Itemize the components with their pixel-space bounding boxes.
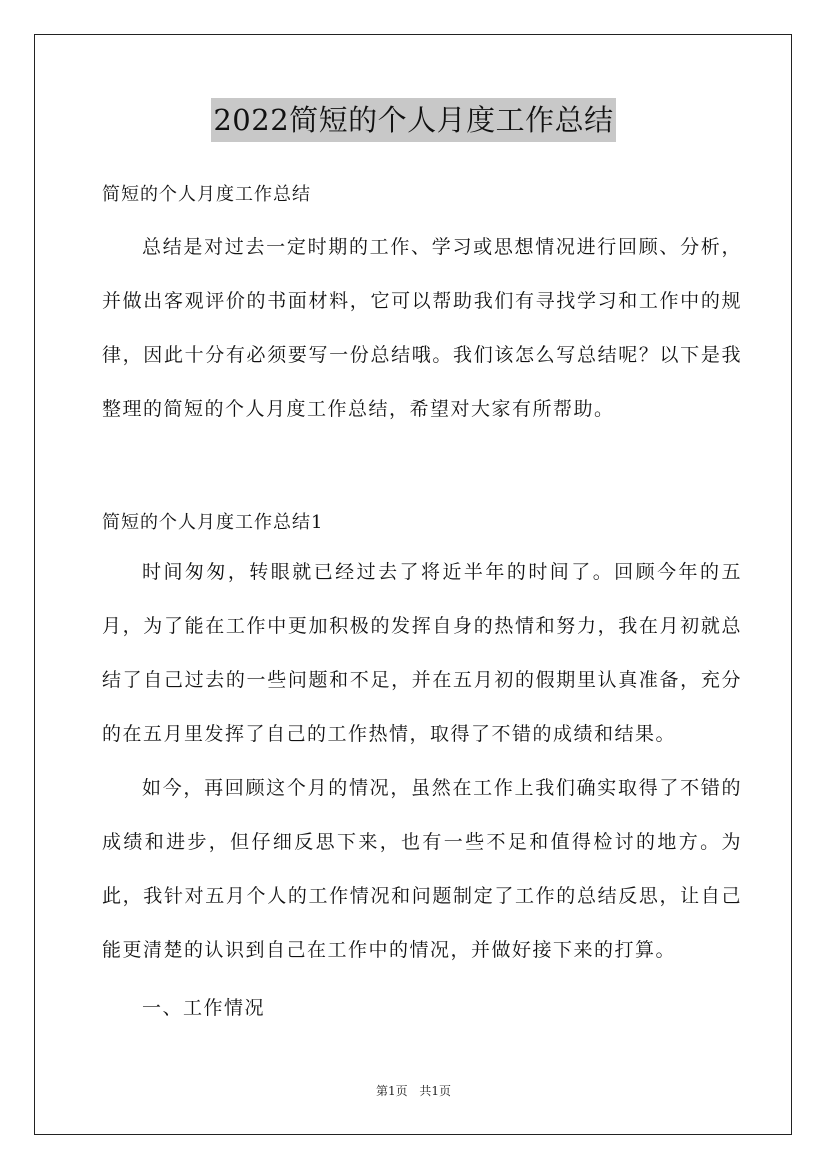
page-number: 第1页 — [375, 1084, 408, 1098]
heading-work-situation: 一、工作情况 — [142, 997, 266, 1019]
intro-block — [102, 220, 742, 436]
section-paragraph-2: 如今，再回顾这个月的情况，虽然在工作上我们确实取得了不错的成绩和进步，但仔细反思下来，也有一些不足和值得检讨的地方。为此，我针对五月个人的工作情况和问题制定了工作的总结反思，让自己能更清楚的认识到自己在工作中的情况，并做好接下来的打算。 — [102, 777, 742, 961]
section-title: 简短的个人月度工作总结1 — [102, 512, 324, 533]
section-body — [102, 545, 742, 977]
intro-paragraph: 总结是对过去一定时期的工作、学习或思想情况进行回顾、分析，并做出客观评价的书面材料，它可以帮助我们有寻找学习和工作中的规律，因此十分有必须要写一份总结哦。我们该怎么写总结呢？以下是我整理的简短的个人月度工作总结，希望对大家有所帮助。 — [102, 236, 742, 420]
page-footer — [0, 1082, 827, 1099]
document-title: 2022简短的个人月度工作总结 — [211, 98, 615, 142]
title-wrap — [0, 98, 827, 142]
document-subtitle: 简短的个人月度工作总结 — [102, 184, 311, 205]
page-total: 共1页 — [419, 1084, 452, 1098]
section-paragraph-1: 时间匆匆，转眼就已经过去了将近半年的时间了。回顾今年的五月，为了能在工作中更加积极的发挥自身的热情和努力，我在月初就总结了自己过去的一些问题和不足，并在五月初的假期里认真准备，充分的在五月里发挥了自己的工作热情，取得了不错的成绩和结果。 — [102, 561, 742, 745]
